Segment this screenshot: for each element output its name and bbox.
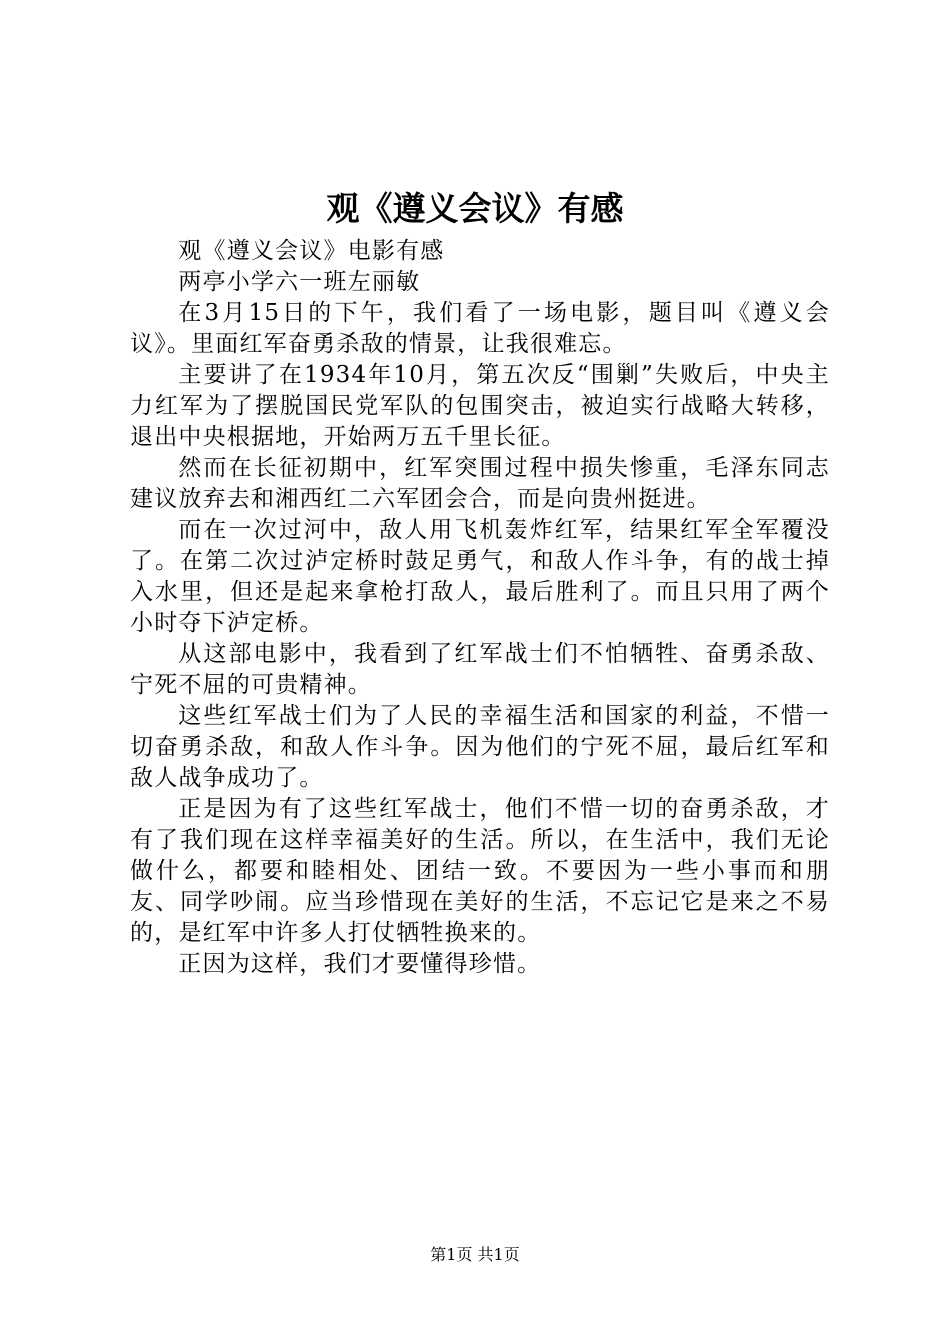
paragraph: 从这部电影中，我看到了红军战士们不怕牺牲、奋勇杀敌、宁死不屈的可贵精神。 [130,641,830,698]
document-body [130,236,830,980]
page-number-footer: 第1页 共1页 [430,1245,520,1264]
paragraph-author: 两亭小学六一班左丽敏 [178,269,421,295]
document-title: 观《遵义会议》有感 [326,189,624,228]
paragraph: 在3月15日的下午，我们看了一场电影，题目叫《遵义会议》。里面红军奋勇杀敌的情景，让我很难忘。 [130,300,830,357]
paragraph: 主要讲了在1934年10月，第五次反“围剿”失败后，中央主力红军为了摆脱国民党军队的包围突击，被迫实行战略大转移，退出中央根据地，开始两万五千里长征。 [130,362,830,450]
paragraph: 这些红军战士们为了人民的幸福生活和国家的利益，不惜一切奋勇杀敌，和敌人作斗争。因为他们的宁死不屈，最后红军和敌人战争成功了。 [130,703,830,791]
paragraph: 正是因为有了这些红军战士，他们不惜一切的奋勇杀敌，才有了我们现在这样幸福美好的生活。所以，在生活中，我们无论做什么，都要和睦相处、团结一致。不要因为一些小事而和朋友、同学吵闹。应当珍惜现在美好的生活，不忘记它是来之不易的，是红军中许多人打仗牺牲换来的。 [130,796,830,946]
paragraph-subtitle: 观《遵义会议》电影有感 [178,238,445,264]
paragraph: 正因为这样，我们才要懂得珍惜。 [178,951,542,977]
paragraph: 然而在长征初期中，红军突围过程中损失惨重，毛泽东同志建议放弃去和湘西红二六军团会合，而是向贵州挺进。 [130,455,830,512]
paragraph: 而在一次过河中，敌人用飞机轰炸红军，结果红军全军覆没了。在第二次过泸定桥时鼓足勇气，和敌人作斗争，有的战士掉入水里，但还是起来拿枪打敌人，最后胜利了。而且只用了两个小时夺下泸定桥。 [130,517,830,636]
